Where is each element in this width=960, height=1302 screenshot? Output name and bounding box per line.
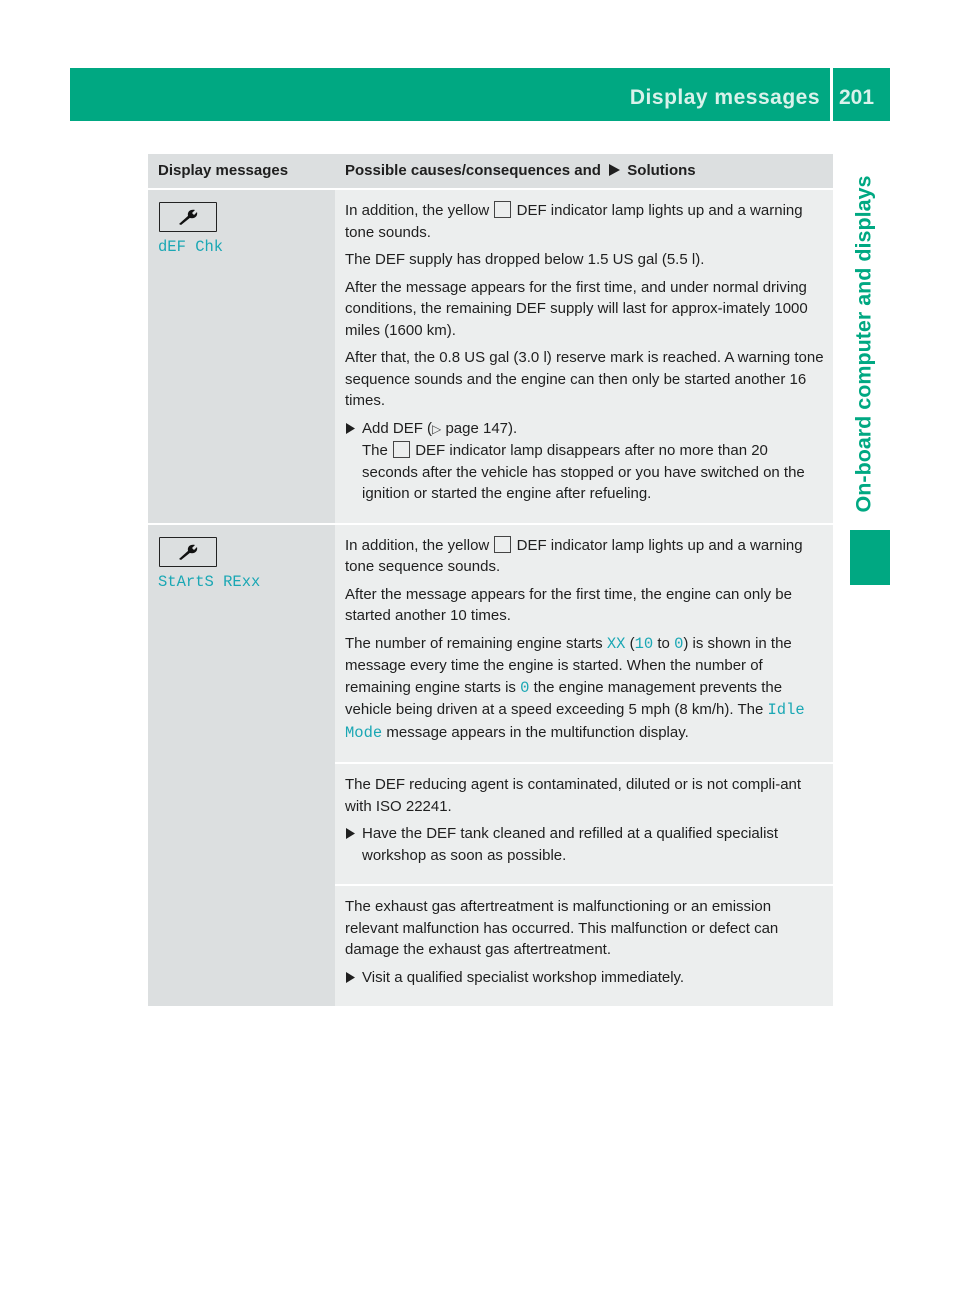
text-span: Visit a qualified specialist workshop immediately. <box>362 968 685 986</box>
display-code: 0 <box>674 634 684 653</box>
text-span: DEF indicator lamp disappears after no more than 20 seconds after the vehicle has stopped or you have switched on the ignition or started the engine after refueling. <box>362 442 805 502</box>
display-message-cell <box>148 524 335 1008</box>
solution-step <box>345 823 827 866</box>
text-span: In addition, the yellow <box>345 202 490 219</box>
solution-step <box>345 418 827 505</box>
paragraph <box>345 535 827 578</box>
table-row <box>148 189 833 524</box>
causes-cell <box>335 189 833 524</box>
header-bar <box>70 68 890 121</box>
display-code: dEF Chk <box>158 238 224 256</box>
text-span: to <box>657 634 670 652</box>
display-code: Idle Mode <box>345 701 805 742</box>
table-header-row <box>148 154 833 189</box>
text-span: Have the DEF tank cleaned and refilled at a qualified specialist workshop as soon as possible. <box>362 825 779 864</box>
side-tab <box>838 140 890 548</box>
wrench-icon <box>159 537 217 567</box>
display-code: 0 <box>520 678 530 697</box>
paragraph: The exhaust gas aftertreatment is malfunctioning or an emission relevant malfunction has occurred. This malfunction or defect can damage the exhaust gas aftertreatment. <box>345 898 779 958</box>
display-code: 10 <box>634 634 654 653</box>
paragraph: The DEF supply has dropped below 1.5 US gal (5.5 l). <box>345 251 705 268</box>
display-message-cell <box>148 189 335 524</box>
text-span: In addition, the yellow <box>345 536 490 554</box>
causes-cell <box>335 524 833 764</box>
column-header-causes <box>335 154 833 189</box>
step-arrow-icon <box>345 971 356 984</box>
text-span: DEF indicator lamp lights up and a warning tone sounds. <box>345 202 803 241</box>
text-span: ( <box>629 634 635 652</box>
display-code: StArtS RExx <box>158 572 261 591</box>
step-arrow-icon <box>345 422 356 435</box>
display-code: XX <box>606 634 626 653</box>
def-indicator-icon <box>494 201 511 218</box>
text-span: The <box>362 442 388 459</box>
display-messages-table <box>148 154 833 1008</box>
step-arrow-icon <box>608 163 621 177</box>
page-title: Display messages <box>629 86 820 109</box>
column-header-display-messages: Display messages <box>148 154 335 189</box>
side-tab-label: On-board computer and displays <box>851 175 876 513</box>
table-row <box>148 524 833 764</box>
side-tab-marker <box>850 530 890 585</box>
text-span: Add DEF ( <box>362 419 433 437</box>
paragraph <box>345 633 827 745</box>
wrench-icon <box>159 202 217 232</box>
paragraph: After that, the 0.8 US gal (3.0 l) reserve mark is reached. A warning tone sequence sounds and the engine can then only be started another 16 times. <box>345 349 824 409</box>
solution-step <box>345 967 827 989</box>
column-header-causes-text: Possible causes/consequences and <box>345 162 601 180</box>
causes-cell <box>335 885 833 1007</box>
step-arrow-icon <box>345 827 356 840</box>
page-number: 201 <box>839 86 875 109</box>
def-indicator-icon <box>494 536 511 553</box>
page-reference-link[interactable]: page 147). <box>445 419 518 437</box>
text-span: the engine management prevents the vehicle being driven at a speed exceeding 5 mph (8 km/h). The <box>345 678 783 718</box>
paragraph <box>345 200 827 243</box>
paragraph: After the message appears for the first time, the engine can only be started another 10 times. <box>345 585 792 624</box>
page-reference-icon: ▷ <box>432 421 442 436</box>
text-span: message appears in the multifunction display. <box>386 723 689 741</box>
def-indicator-icon <box>393 441 410 458</box>
paragraph: The DEF reducing agent is contaminated, diluted or is not compli-ant with ISO 22241. <box>345 776 802 815</box>
causes-cell <box>335 763 833 885</box>
paragraph: After the message appears for the first time, and under normal driving conditions, the remaining DEF supply will last for approx-imately 1000 miles (1600 km). <box>345 278 808 339</box>
text-span: The number of remaining engine starts <box>345 634 603 652</box>
text-span: DEF indicator lamp lights up and a warning tone sequence sounds. <box>345 536 803 575</box>
column-header-solutions-text: Solutions <box>627 162 696 180</box>
text-span: ) is shown in the message every time the engine is started. When the number of remaining engine starts is <box>345 634 792 696</box>
header-divider <box>830 68 833 121</box>
